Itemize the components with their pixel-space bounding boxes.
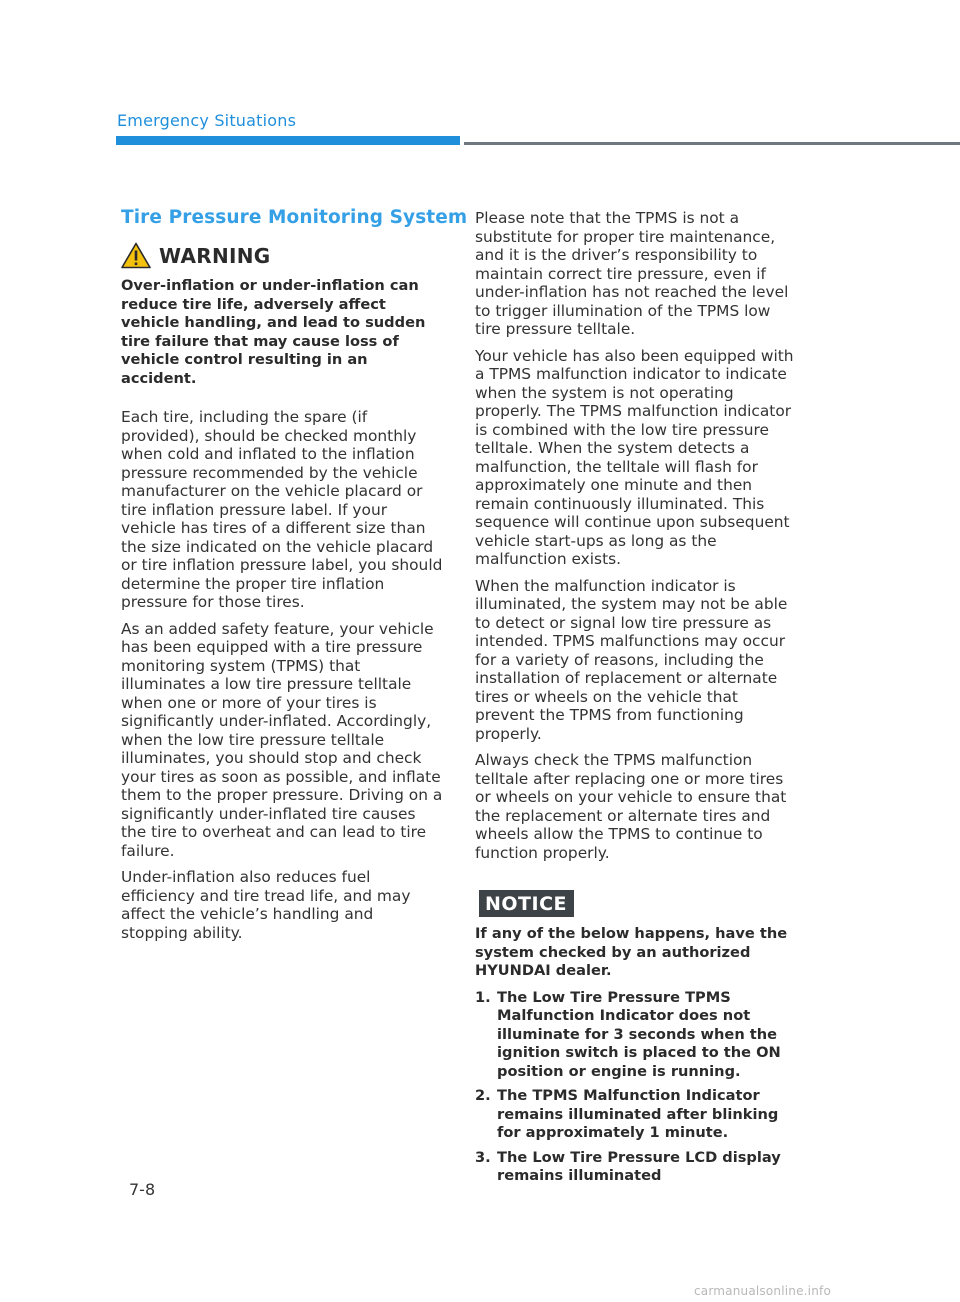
page-number: 7-8	[129, 1180, 156, 1199]
list-item-text: The Low Tire Pressure LCD display remains illuminated	[497, 1148, 781, 1184]
section-name: Emergency Situations	[117, 111, 297, 130]
list-item-number: 1.	[475, 988, 491, 1006]
list-item	[475, 1087, 800, 1143]
list-item	[475, 1149, 800, 1186]
paragraph: Please note that the TPMS is not a substitute for proper tire maintenance, and it is the driver’s responsibility to maintain correct tire pressure, even if under-inflation has not reached the level to trigger illumination of the TPMS low tire pressure telltale.	[475, 209, 789, 338]
notice-intro: If any of the below happens, have the system checked by an authorized HYUNDAI dealer.	[475, 925, 788, 979]
list-item	[475, 989, 800, 1082]
header-rule-accent	[116, 136, 460, 145]
warning-text: Over-inflation or under-inflation can reduce tire life, adversely affect vehicle handling, and lead to sudden tire failure that may cause loss of vehicle control resulting in an accident.	[121, 277, 426, 387]
list-item-number: 3.	[475, 1148, 491, 1166]
header-rule	[464, 142, 960, 145]
section-title: Tire Pressure Monitoring System	[121, 207, 468, 228]
notice-badge: NOTICE	[479, 890, 574, 917]
list-item-text: The TPMS Malfunction Indicator remains illuminated after blinking for approximately 1 minute.	[497, 1087, 779, 1141]
notice-box	[475, 870, 800, 1186]
paragraph: Always check the TPMS malfunction telltale after replacing one or more tires or wheels on your vehicle to ensure that the replacement or alternate tires and wheels allow the TPMS to continue to function properly.	[475, 751, 787, 862]
warning-heading	[121, 242, 443, 269]
list-item-number: 2.	[475, 1087, 491, 1104]
warning-triangle-icon	[121, 242, 151, 269]
right-column	[475, 209, 800, 1192]
paragraph: As an added safety feature, your vehicle has been equipped with a tire pressure monitoring system (TPMS) that illuminates a low tire pressure telltale when one or more of your tires is significantly under-inflated. Accordingly, when the low tire pressure telltale illuminates, you should stop and check your tires as soon as possible, and inflate them to the proper pressure. Driving on a significantly under-inflated tire causes the tire to overheat and can lead to tire failure.	[121, 619, 443, 860]
watermark: carmanualsonline.info	[694, 1284, 831, 1298]
paragraph: Each tire, including the spare (if provided), should be checked monthly when cold and inflated to the inflation pressure recommended by the vehicle manufacturer on the vehicle placard or tire inflation pressure label. If your vehicle has tires of a different size than the size indicated on the vehicle placard or tire inflation pressure label, you should determine the proper tire inflation pressure for those tires.	[121, 408, 443, 611]
left-column	[121, 207, 468, 950]
notice-list	[475, 989, 800, 1186]
paragraph: Your vehicle has also been equipped with a TPMS malfunction indicator to indicate when the system is not operating properly. The TPMS malfunction indicator is combined with the low tire pressure telltale. When the system detects a malfunction, the telltale will flash for approximately one minute and then remain continuously illuminated. This sequence will continue upon subsequent vehicle start-ups as long as the malfunction exists.	[475, 346, 794, 568]
paragraph: Under-inflation also reduces fuel efficiency and tire tread life, and may affect the vehicle’s handling and stopping ability.	[121, 868, 411, 942]
list-item-text: The Low Tire Pressure TPMS Malfunction Indicator does not illuminate for 3 seconds when the ignition switch is placed to the ON position or engine is running.	[497, 988, 781, 1080]
warning-label: WARNING	[159, 243, 271, 268]
paragraph: When the malfunction indicator is illuminated, the system may not be able to detect or signal low tire pressure as intended. TPMS malfunctions may occur for a variety of reasons, including the installation of replacement or alternate tires or wheels on the vehicle that prevent the TPMS from functioning properly.	[475, 576, 788, 743]
